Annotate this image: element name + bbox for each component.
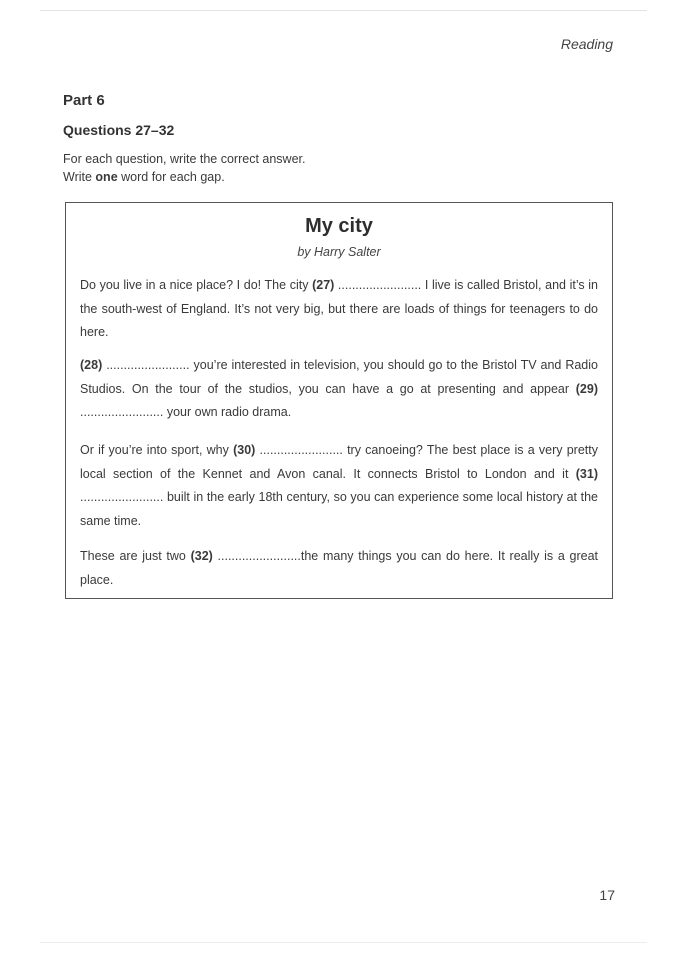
paragraph-text: ........................ you’re interested in television, you should go to the Bristol TV and Radio Studios. On the tour of the studios, you can have a go at presenting and appear [80,358,598,396]
instruction-line-2-start: Write [63,170,96,184]
paragraph-text: ........................ I live is called Bristol, and it’s in the south-west of England. It’s not very big, but there are loads of things for teenagers to do here. [80,278,598,339]
question-number-32: (32) [190,549,213,563]
section-label: Reading [560,36,613,52]
paragraph-text: These are just two [80,549,191,563]
paragraph-text: ........................ try canoeing? The best place is a very pretty local section of the Kennet and Avon canal. It connects Bristol to London and it [80,443,598,481]
paragraph-text: ........................the many things you can do here. It really is a great place. [80,549,599,587]
top-rule [40,10,647,11]
passage-paragraph-3 [80,439,598,533]
question-number-29: (29) [575,381,598,396]
passage-byline: by Harry Salter [297,245,381,259]
instruction-line-1: For each question, write the correct answer. [63,152,306,166]
question-number-30: (30) [233,443,256,457]
questions-range-title: Questions 27–32 [63,122,175,138]
page-number: 17 [599,887,615,903]
paragraph-text: ........................ built in the early 18th century, so you can experience some local history at the same time. [80,490,598,528]
reading-passage-box [65,202,613,599]
paragraph-text: ........................ your own radio drama. [80,405,292,419]
passage-title: My city [305,215,373,237]
passage-paragraph-2 [80,354,598,425]
question-number-31: (31) [575,466,598,481]
paragraph-text: Or if you’re into sport, why [80,443,234,457]
instructions [63,150,305,186]
passage-paragraph-4 [80,545,598,592]
instruction-emphasis: one [95,170,118,184]
paragraph-text: Do you live in a nice place? I do! The city [80,278,313,292]
instruction-line-2-end: word for each gap. [117,170,225,184]
part-title: Part 6 [63,92,105,109]
question-number-27: (27) [312,278,335,292]
bottom-rule [40,942,647,943]
passage-paragraph-1 [80,274,598,345]
question-number-28: (28) [80,358,103,372]
instruction-line-2 [63,168,305,186]
